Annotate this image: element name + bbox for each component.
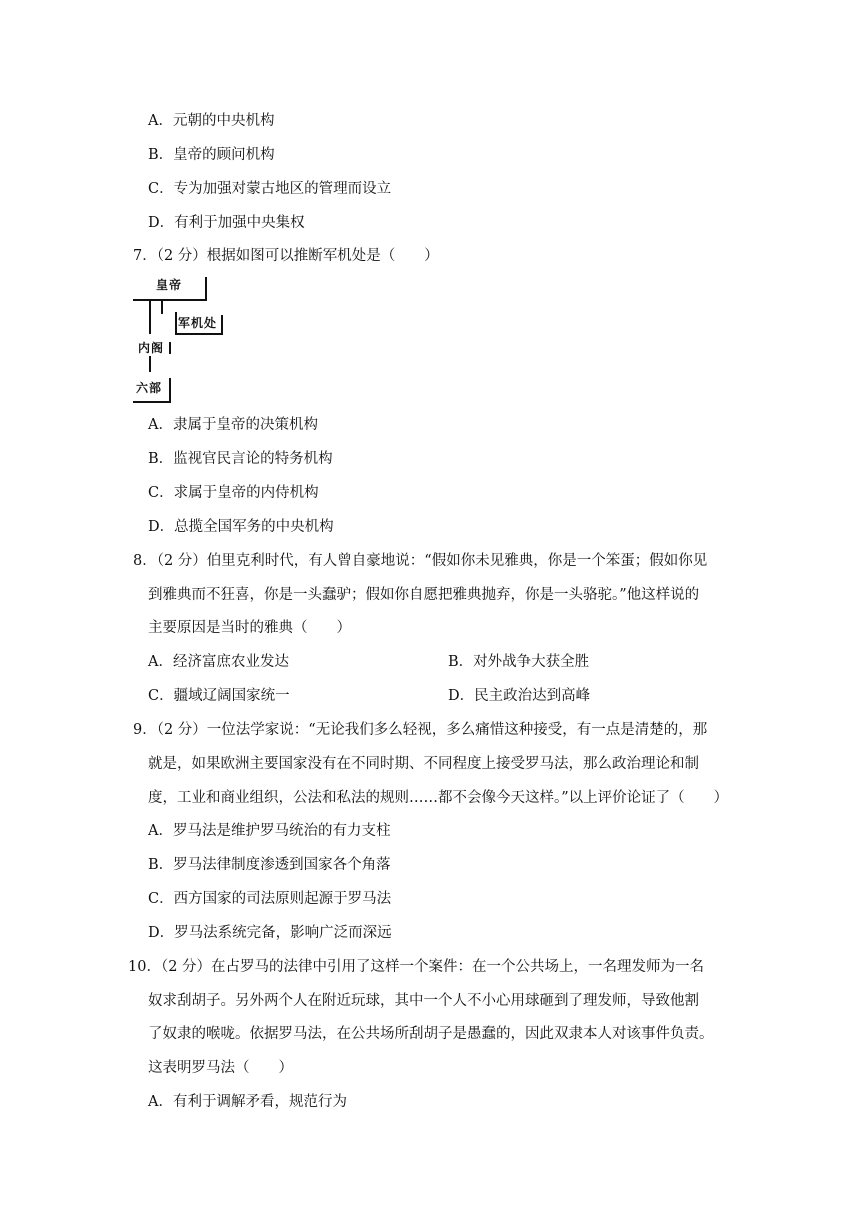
q10-stem-line-3: 了奴隶的喉咙。依据罗马法，在公共场所刮胡子是愚蠢的，因此双隶本人对该事件负责。 [148,1026,714,1042]
q6-option-a: A．元朝的中央机构 [148,113,275,129]
cabinet-label: 内阁 [138,341,165,355]
q6-option-d: D．有利于加强中央集权 [148,215,305,231]
q6-option-c: C．专为加强对蒙古地区的管理而设立 [148,181,392,197]
q8-stem-line-2: 到雅典而不狂喜，你是一头蠢驴；假如你自愿把雅典抛弃，你是一头骆驼。”他这样说的 [148,587,700,603]
q8-option-a: A．经济富庶农业发达 [148,654,289,670]
q8-option-b: B．对外战争大获全胜 [448,654,590,670]
q9-option-d: D．罗马法系统完备，影响广泛而深远 [148,925,392,941]
q8-stem-line-3: 主要原因是当时的雅典（ ） [148,620,351,636]
q9-stem-line-1: 9．（2 分）一位法学家说：“无论我们多么轻视，多么痛惜这种接受，有一点是清楚的，那 [133,722,708,738]
q10-stem-line-2: 奴求刮胡子。另外两个人在附近玩球，其中一个人不小心用球砸到了理发师，导致他割 [148,993,699,1009]
q10-stem-line-4: 这表明罗马法（ ） [148,1060,293,1076]
six-ministries-label: 六部 [136,381,163,395]
q7-option-d: D．总揽全国军务的中央机构 [148,519,334,535]
q8-option-c: C．疆域辽阔国家统一 [148,688,290,704]
grand-council-label: 军机处 [178,316,218,330]
q6-option-b: B．皇帝的顾问机构 [148,147,275,163]
q8-stem-line-1: 8．（2 分）伯里克利时代，有人曾自豪地说：“假如你未见雅典，你是一个笨蛋；假如你见 [133,553,708,569]
q7-option-b: B．监视官民言论的特务机构 [148,451,333,467]
q10-option-a: A．有利于调解矛看，规范行为 [148,1094,347,1110]
org-chart-diagram [130,272,240,412]
emperor-label: 皇帝 [156,278,183,292]
q9-option-a: A．罗马法是维护罗马统治的有力支柱 [148,823,391,839]
q7-option-c: C．求属于皇帝的内侍机构 [148,485,319,501]
q7-option-a: A．隶属于皇帝的决策机构 [148,417,318,433]
q9-stem-line-3: 度，工业和商业组织，公法和私法的规则……都不会像今天这样。”以上评价论证了（ ） [148,790,729,806]
q9-option-b: B．罗马法律制度渗透到国家各个角落 [148,857,391,873]
q7-stem: 7．（2 分）根据如图可以推断军机处是（ ） [133,248,439,264]
q10-stem-line-1: 10．（2 分）在占罗马的法律中引用了这样一个案件：在一个公共场上，一名理发师为一名 [128,959,705,975]
q9-stem-line-2: 就是，如果欧洲主要国家没有在不同时期、不同程度上接受罗马法，那么政治理论和制 [148,756,699,772]
q8-option-d: D．民主政治达到高峰 [448,688,591,704]
q9-option-c: C．西方国家的司法原则起源于罗马法 [148,891,392,907]
